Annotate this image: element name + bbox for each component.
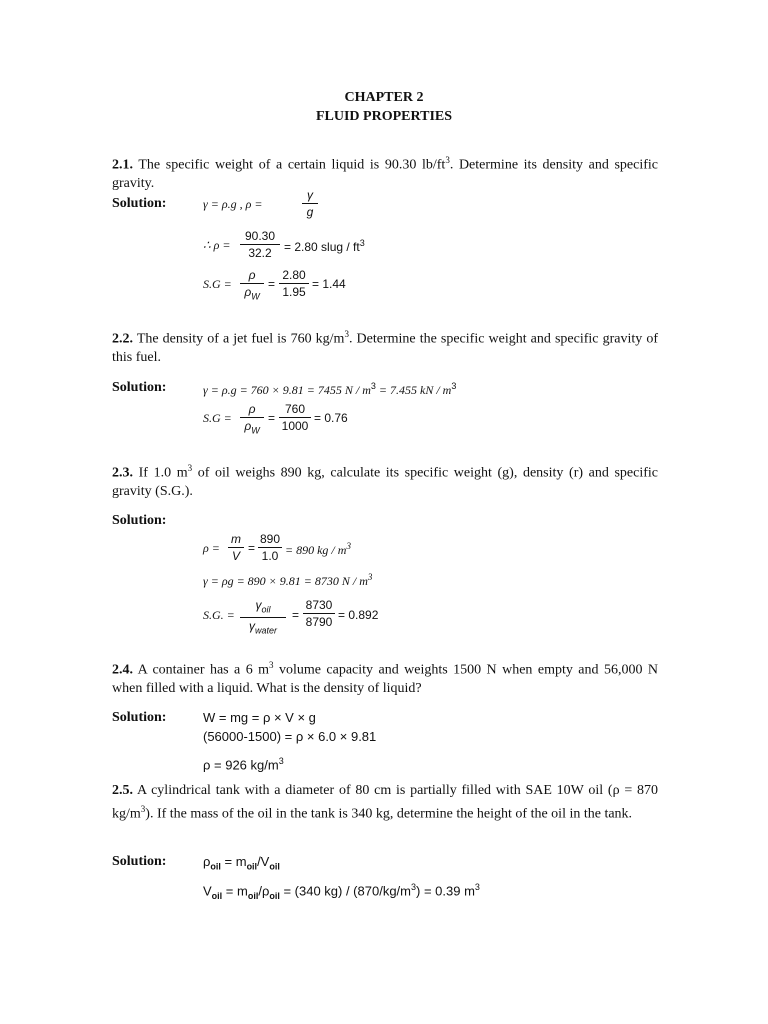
equation-2-4-line-2: (56000-1500) = ρ × 6.0 × 9.81 xyxy=(203,729,377,744)
sg-result-2-2: = 0.76 xyxy=(314,411,348,425)
chapter-heading: CHAPTER 2 xyxy=(344,90,424,105)
chapter-title: FLUID PROPERTIES xyxy=(315,109,453,124)
problem-2-5: 2.5. A cylindrical tank with a diameter of 80 cm is partially filled with SAE 10W oil (ρ = 870 $kg/m^3$). If the mass of the oil in the tank is 340 kg, determine the height of the oil in the tank. xyxy=(112,783,658,822)
equals-sign: = xyxy=(268,411,276,425)
equation-2-5-line-1: $\rho_{oil} = m_{oil}/V_{oil}$ xyxy=(203,854,280,872)
sg-result-2-1: = 1.44 xyxy=(312,277,346,291)
equation-2-4-line-3: ρ = 926 $kg/m^3$ xyxy=(203,756,284,773)
equals-sign: = xyxy=(248,541,256,555)
sg-label-2-3: S.G. = xyxy=(203,608,235,622)
sg-label-2-2: S.G = xyxy=(203,411,232,425)
gamma-equation-2-3: γ = ρg = 890 × 9.81 = 8730 N / $m^3$ xyxy=(203,572,373,588)
fraction-280-over-195: 2.80 1.95 xyxy=(279,268,309,299)
fraction-gamma-over-g: γ g xyxy=(302,188,318,219)
sg-label-2-1: S.G = xyxy=(203,277,232,291)
fraction-760-over-1000: 760 1000 xyxy=(279,402,311,433)
equation-2-4-line-1: W = mg = ρ × V × g xyxy=(203,710,316,725)
rho-result-2-3: = 890 kg / $m^3$ xyxy=(285,541,351,557)
solution-label: Solution: xyxy=(112,854,167,869)
solution-label: Solution: xyxy=(112,513,167,528)
equation-2-1-b-label: ∴ ρ = xyxy=(203,238,231,252)
fraction-9030-over-322: 90.30 32.2 xyxy=(240,229,280,260)
equation-2-1-b-result: = 2.80 slug / $ft^3$ xyxy=(284,238,365,254)
fraction-m-over-v: m V xyxy=(228,532,244,563)
sg-result-2-3: = 0.892 xyxy=(338,608,379,622)
rho-label-2-3: ρ = xyxy=(203,541,220,555)
fraction-rho-over-rhow: ρ $\rho_W$ xyxy=(240,402,264,437)
fraction-rho-over-rhow: ρ $\rho_W$ xyxy=(240,268,264,303)
problem-2-2: 2.2. The density of a jet fuel is 760 $kg/m^3$. Determine the specific weight and specific gravity of this fuel. xyxy=(112,329,658,365)
solution-label: Solution: xyxy=(112,710,167,725)
fraction-890-over-10: 890 1.0 xyxy=(259,532,281,563)
equals-sign: = xyxy=(292,608,300,622)
fraction-8730-over-8790: 8730 8790 xyxy=(303,598,335,629)
equation-2-1-a: γ = ρ.g , ρ = xyxy=(203,197,263,211)
problem-2-4: 2.4. A container has a 6 $m^3$ volume capacity and weights 1500 N when empty and 56,000 N when filled with a liquid. What is the density of liquid? xyxy=(112,660,658,696)
solution-label: Solution: xyxy=(112,380,167,395)
problem-2-1: 2.1. The specific weight of a certain liquid is 90.30 $lb/ft^3$. Determine its density and specific gravity. xyxy=(112,155,658,191)
fraction-gammaoil-over-gammawater: $\gamma_{oil}$ $\gamma_{water}$ xyxy=(240,598,286,638)
equation-2-5-line-2: $V_{oil} = m_{oil}/\rho_{oil} = (340$ $kg) / (870/kg/m^3) = 0.39$ $m^3$ xyxy=(203,882,480,901)
problem-2-3: 2.3. If 1.0 $m^3$ of oil weighs 890 kg, calculate its specific weight (g), density (r) and specific gravity (S.G.). xyxy=(112,463,659,499)
equals-sign: = xyxy=(268,277,276,291)
solution-label: Solution: xyxy=(112,196,167,211)
equation-2-2-a: γ = ρ.g = 760 × 9.81 = 7455 $N / m^3 = 7.455$ kN / $m^3$ xyxy=(203,381,457,397)
